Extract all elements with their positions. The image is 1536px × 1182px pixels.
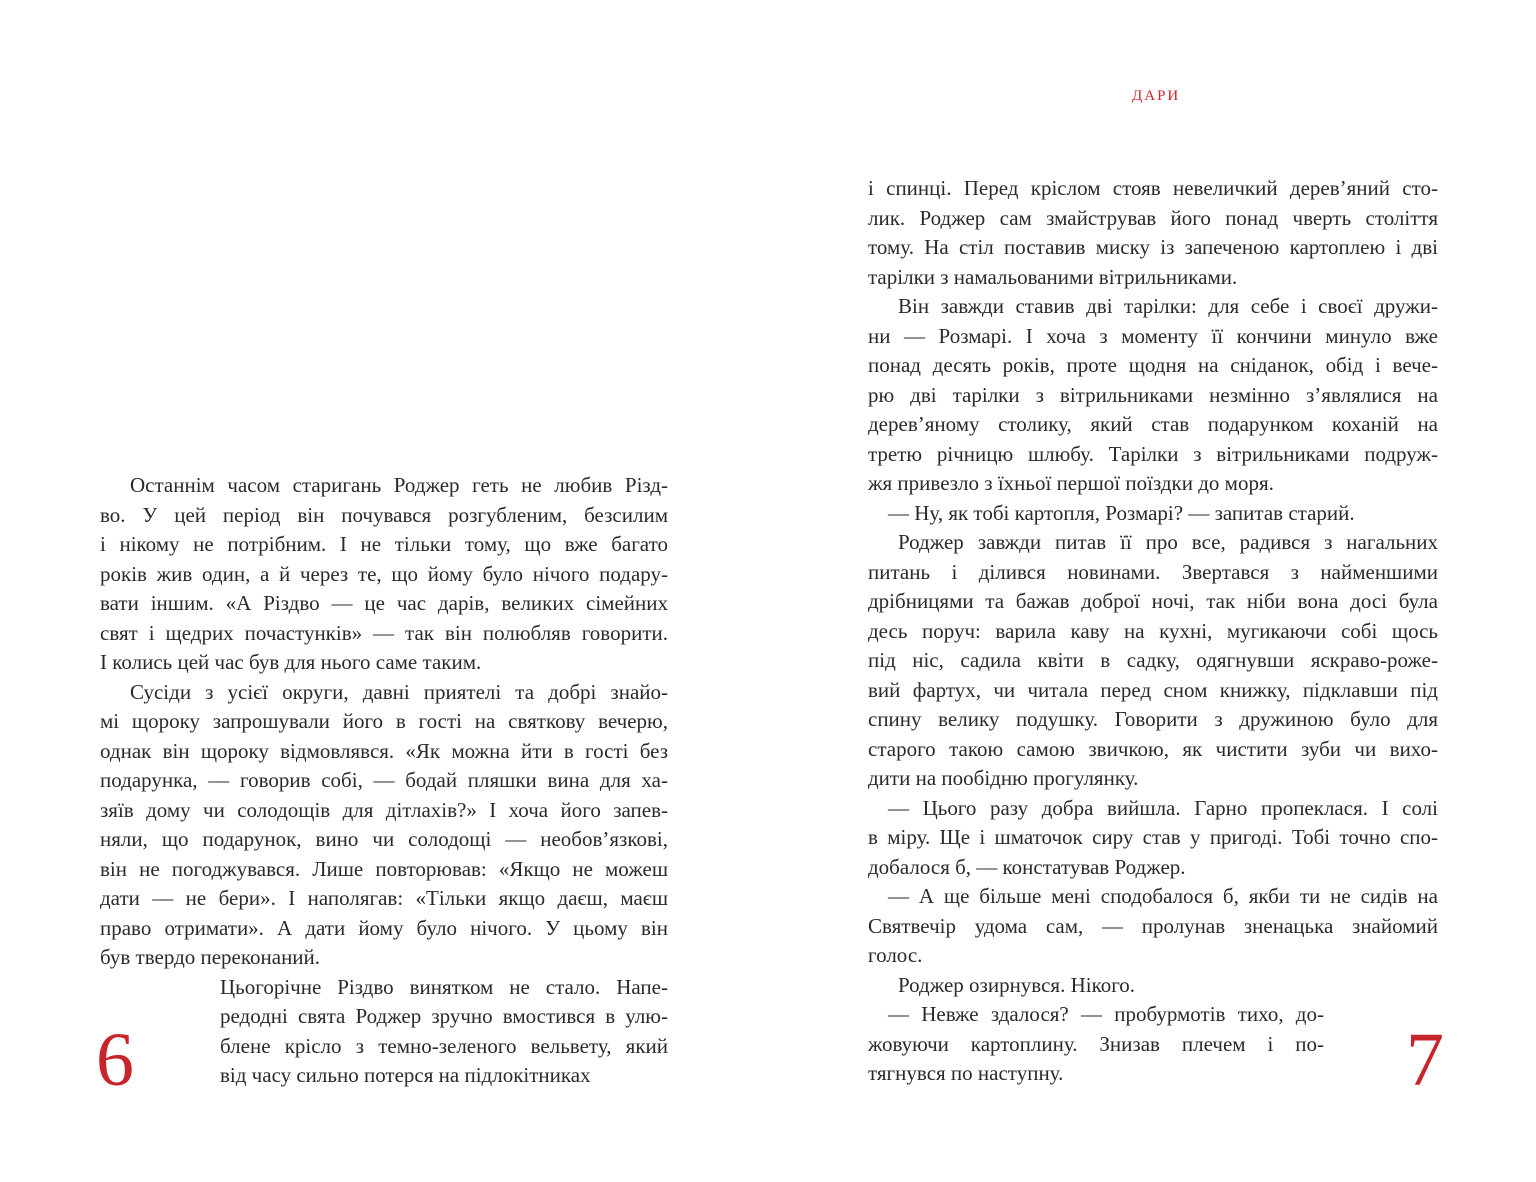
- text-line: редодні свята Роджер зручно вмостився в улю-: [220, 1004, 668, 1028]
- text-line: спину велику подушку. Говорити з дружиною було для: [868, 707, 1438, 731]
- text-line: був твердо переконаний.: [100, 945, 321, 969]
- text-line: право отримати». А дати йому було нічого. У цьому він: [100, 915, 668, 940]
- text-line: дрібницями та бажав доброї ночі, так ніби вона досі була: [868, 589, 1438, 613]
- text-line: І колись цей час був для нього саме таким.: [100, 650, 482, 674]
- running-head: ДАРИ: [1132, 88, 1181, 104]
- text-line: десь поруч: варила каву на кухні, мугикаючи собі щось: [868, 618, 1438, 643]
- text-line: Останнім часом старигань Роджер геть не любив Різд-: [130, 473, 668, 497]
- text-line: тарілки з намальованими вітрильниками.: [868, 264, 1238, 289]
- text-line: і нікому не потрібним. І не тільки тому, що вже багато: [100, 532, 668, 556]
- left-page-number: 6: [96, 1018, 134, 1102]
- text-line: свят і щедрих почастунків» — так він полюбляв говорити.: [100, 620, 668, 645]
- text-line: добалося б, — констатував Роджер.: [868, 854, 1186, 879]
- text-line: ни — Розмарі. І хоча з моменту її кончини минуло вже: [868, 323, 1438, 348]
- text-line: вий фартух, чи читала перед сном книжку, підклавши під: [868, 677, 1438, 702]
- text-line: — Цього разу добра вийшла. Гарно пропеклася. І солі: [888, 795, 1438, 820]
- text-line: жя привезло з їхньої першої поїздки до моря.: [868, 471, 1274, 495]
- text-line: жовуючи картоплину. Знизав плечем і по-: [868, 1031, 1324, 1056]
- text-line: — А ще більше мені сподобалося б, якби ти не сидів на: [888, 884, 1438, 908]
- text-line: вати іншим. «А Різдво — це час дарів, великих сімейних: [100, 591, 668, 615]
- text-line: Цьогорічне Різдво винятком не стало. Напе-: [220, 974, 668, 999]
- text-line: в міру. Ще і шматочок сиру став у пригоді. Тобі точно спо-: [868, 825, 1438, 849]
- right-page: [768, 0, 1536, 1182]
- text-line: зяїв дому чи солодощів для дітлахів?» І хоча його запев-: [100, 797, 668, 822]
- text-line: питань і ділився новинами. Звертався з найменшими: [868, 559, 1438, 584]
- text-line: під ніс, садила квіти в садку, одягнувши яскраво-роже-: [868, 648, 1438, 672]
- text-line: дити на пообідню прогулянку.: [868, 766, 1139, 790]
- text-line: тому. На стіл поставив миску із запеченою картоплею і дві: [868, 235, 1438, 259]
- text-line: рю дві тарілки з вітрильниками незмінно з’являлися на: [868, 382, 1438, 407]
- text-line: дерев’яному столику, який став подарунком коханій на: [868, 412, 1438, 436]
- text-line: років жив один, а й через те, що йому було нічого подару-: [100, 561, 668, 586]
- text-line: лик. Роджер сам змайстрував його понад чверть століття: [868, 205, 1438, 230]
- text-line: третю річницю шлюбу. Тарілки з вітрильниками подруж-: [868, 441, 1438, 466]
- text-line: — Ну, як тобі картопля, Розмарі? — запитав старий.: [888, 500, 1355, 525]
- text-line: Святвечір удома сам, — пролунав зненацька знайомий: [868, 913, 1438, 938]
- right-page-number: 7: [1406, 1018, 1444, 1102]
- text-line: няли, що подарунок, вино чи солодощі — необов’язкові,: [100, 827, 668, 851]
- text-line: Сусіди з усієї округи, давні приятелі та добрі знайо-: [130, 679, 668, 704]
- text-line: во. У цей період він почувався розгубленим, безсилим: [100, 502, 668, 527]
- text-line: він не погоджувався. Лише повторював: «Якщо не можеш: [100, 856, 668, 881]
- text-line: і спинці. Перед кріслом стояв невеличкий дерев’яний сто-: [868, 176, 1438, 200]
- text-line: подарунка, — говорив собі, — бодай пляшки вина для ха-: [100, 768, 668, 792]
- text-line: від часу сильно потерся на підлокітниках: [220, 1063, 591, 1087]
- text-line: Він завжди ставив дві тарілки: для себе і своєї дружи-: [898, 294, 1438, 318]
- text-line: тягнувся по наступну.: [868, 1061, 1064, 1085]
- text-line: старого такою самою звичкою, як чистити зуби чи вихо-: [868, 736, 1438, 761]
- text-line: понад десять років, проте щодня на сніданок, обід і вече-: [868, 353, 1438, 377]
- text-line: Роджер озирнувся. Нікого.: [898, 972, 1136, 997]
- text-line: блене крісло з темно-зеленого вельвету, який: [220, 1033, 668, 1058]
- text-line: мі щороку запрошували його в гості на святкову вечерю,: [100, 709, 668, 733]
- text-line: однак він щороку відмовлявся. «Як можна йти в гості без: [100, 738, 668, 763]
- text-line: голос.: [868, 943, 923, 967]
- text-line: — Невже здалося? — пробурмотів тихо, до-: [888, 1002, 1324, 1026]
- text-line: дати — не бери». І наполягав: «Тільки якщо даєш, маєш: [100, 886, 668, 910]
- text-line: Роджер завжди питав її про все, радився з нагальних: [898, 530, 1438, 554]
